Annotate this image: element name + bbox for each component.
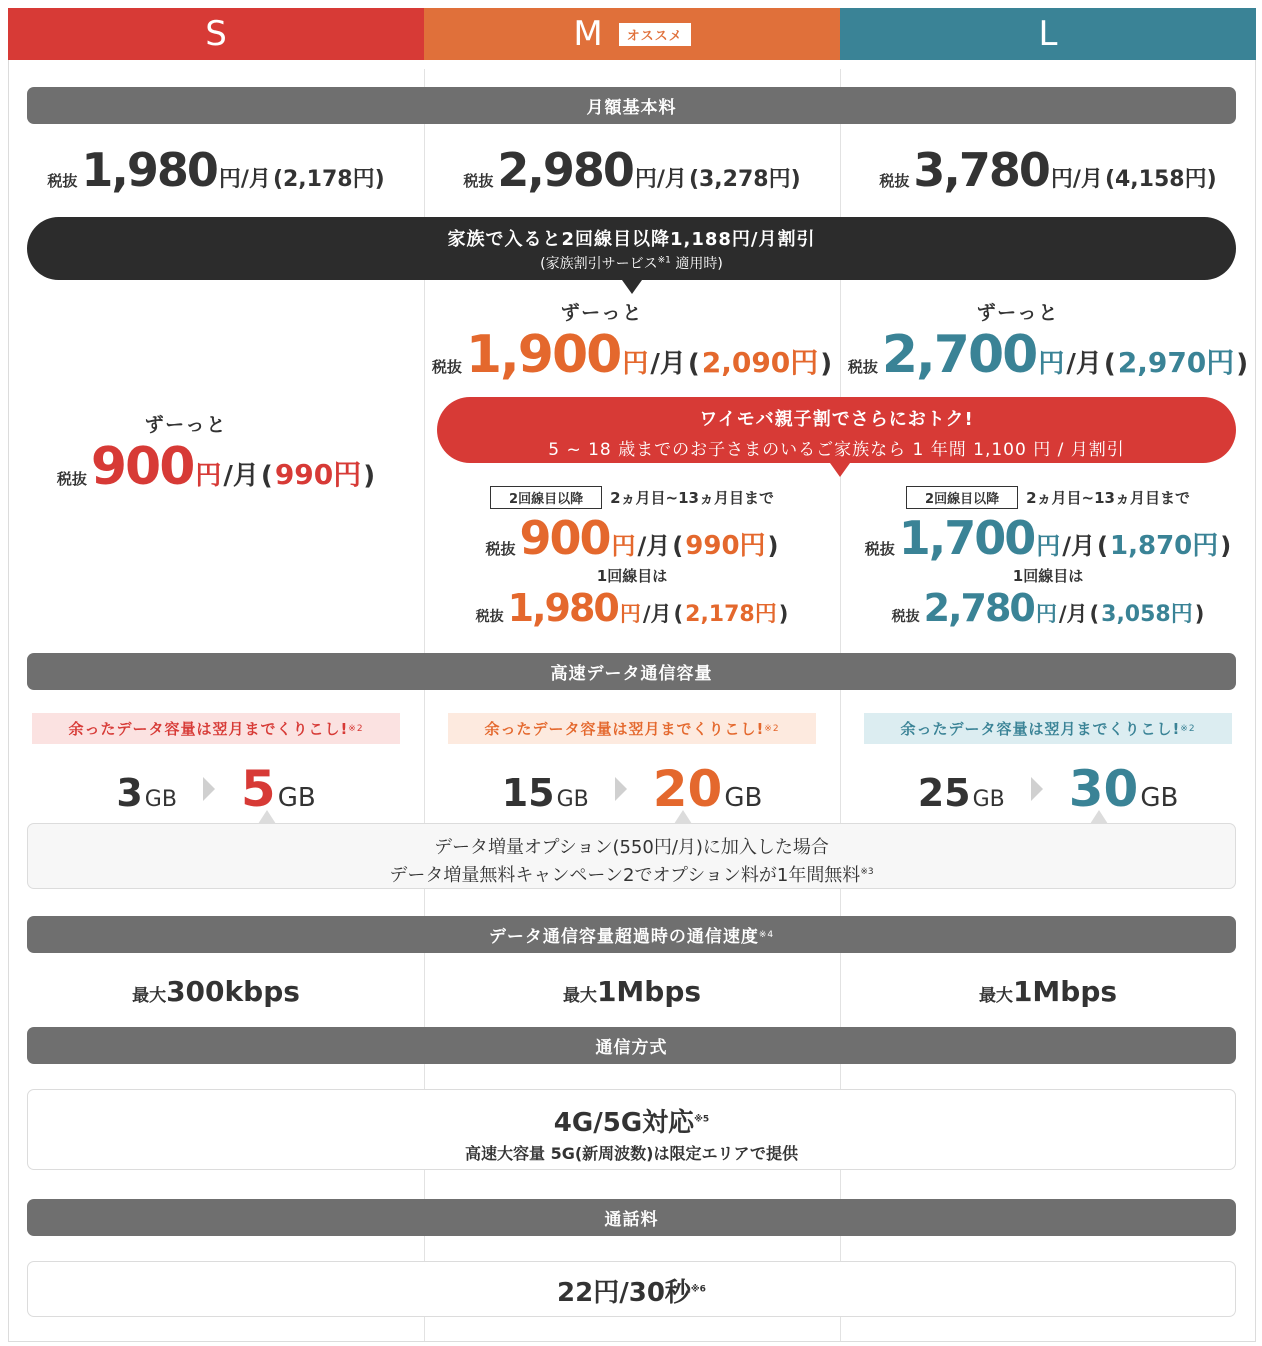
tax-label: 税抜 <box>485 540 516 558</box>
network-box <box>27 1089 1236 1170</box>
price-unit: 円/月 <box>218 167 271 192</box>
rollover-text: 余ったデータ容量は翌月までくりこし! <box>68 720 349 738</box>
price-amount: 1,980 <box>81 143 217 197</box>
speed-s <box>8 975 424 1008</box>
plan-tabs <box>8 8 1256 60</box>
speed-prefix: 最大 <box>132 986 167 1006</box>
speed-prefix: 最大 <box>562 986 597 1006</box>
network-subtext: 高速大容量 5G(新周波数)は限定エリアで提供 <box>465 1144 798 1163</box>
family-discount-text: 家族で入ると2回線目以降1,188円/月割引 <box>447 229 816 250</box>
price-amount: 2,980 <box>497 143 633 197</box>
tax-label: 税抜 <box>47 172 78 190</box>
paren-open: ( <box>673 602 684 626</box>
arrow-right-icon <box>203 777 215 801</box>
footnote-ref[interactable]: ※2 <box>1180 723 1196 734</box>
price-yen: 円 <box>611 532 636 560</box>
arrow-right-icon <box>615 777 627 801</box>
speed-l <box>840 975 1256 1008</box>
section-title: 通信方式 <box>595 1038 668 1058</box>
oyako-discount-banner <box>437 397 1236 463</box>
oyako-period: 2ヵ月目~13ヵ月目まで <box>1026 489 1190 507</box>
speed-value: 1Mbps <box>596 975 702 1008</box>
paren-close: ) <box>767 532 779 560</box>
data-from: 3 <box>116 771 143 815</box>
call-fee-box <box>27 1261 1236 1317</box>
tab-plan-s[interactable] <box>8 8 424 60</box>
data-from: 15 <box>501 771 555 815</box>
section-overage-speed <box>27 916 1236 953</box>
zutto-label: ずーっと <box>976 302 1060 324</box>
tax-label: 税抜 <box>847 358 878 376</box>
footnote-ref[interactable]: ※3 <box>860 867 874 877</box>
section-title: 高速データ通信容量 <box>550 664 713 684</box>
box-pointer <box>258 810 276 824</box>
price-unit: 円/月 <box>1050 167 1103 192</box>
price-amount: 900 <box>90 437 194 497</box>
speed-value: 1Mbps <box>1012 975 1118 1008</box>
price-incl-tax: 990円 <box>685 531 766 561</box>
speed-prefix: 最大 <box>978 986 1013 1006</box>
paren-close: ) <box>1236 349 1249 379</box>
footnote-ref[interactable]: ※1 <box>657 255 671 266</box>
rollover-text: 余ったデータ容量は翌月までくりこし! <box>484 720 765 738</box>
first-line-label: 1回線目は <box>1012 567 1084 585</box>
recommended-badge: オススメ <box>619 23 691 46</box>
paren-open: ( <box>687 349 700 379</box>
discount-price-l <box>840 298 1256 385</box>
family-discount-banner <box>27 217 1236 280</box>
paren-open: ( <box>672 532 684 560</box>
price-amount: 1,900 <box>465 325 621 385</box>
price-incl-tax: 3,058円 <box>1101 602 1193 627</box>
price-incl-tax: 2,178円 <box>685 602 777 627</box>
data-capacity-m <box>424 713 840 818</box>
box-pointer <box>674 810 692 824</box>
plan-m-label: M <box>573 14 603 54</box>
price-incl-tax: 2,970円 <box>1117 346 1235 379</box>
paren-close: ) <box>820 349 833 379</box>
tax-label: 税抜 <box>891 609 920 625</box>
footnote-ref[interactable]: ※4 <box>758 929 775 940</box>
tax-label: 税抜 <box>56 470 87 488</box>
base-price-s <box>8 143 424 197</box>
tax-label: 税抜 <box>431 358 462 376</box>
data-option-box <box>27 823 1236 889</box>
oyako-period: 2ヵ月目~13ヵ月目まで <box>610 489 774 507</box>
data-to: 5 <box>240 760 276 818</box>
oyako-title: ワイモバ親子割でさらにおトク! <box>699 409 974 430</box>
arrow-right-icon <box>1031 777 1043 801</box>
data-option-campaign: データ増量無料キャンペーン2でオプション料が1年間無料 <box>389 865 861 886</box>
section-monthly-fee <box>27 87 1236 124</box>
data-option-text: データ増量オプション(550円/月)に加入した場合 <box>434 837 829 858</box>
family-discount-service: (家族割引サービス <box>540 256 658 272</box>
paren-close: ) <box>1220 532 1232 560</box>
price-unit: 円/月 <box>634 167 687 192</box>
data-unit: GB <box>144 787 177 812</box>
footnote-ref[interactable]: ※2 <box>348 723 364 734</box>
paren-open: ( <box>1097 532 1109 560</box>
oyako-price-l <box>840 486 1256 630</box>
call-fee-value: 22円/30秒 <box>557 1278 691 1308</box>
price-yen: 円 <box>1038 349 1065 379</box>
network-title: 4G/5G対応 <box>553 1108 695 1138</box>
paren-close: ) <box>363 461 376 491</box>
data-unit: GB <box>1140 783 1179 813</box>
tax-label: 税抜 <box>475 609 504 625</box>
price-incl-tax: (2,178円) <box>272 167 385 192</box>
oyako-price-m <box>424 486 840 630</box>
price-per-month: /月 <box>637 532 671 560</box>
oyako-description: 5 ~ 18 歳までのお子さまのいるご家族なら 1 年間 1,100 円 / 月割引 <box>548 440 1125 460</box>
section-call-fee <box>27 1199 1236 1236</box>
footnote-ref[interactable]: ※6 <box>690 1284 706 1295</box>
tax-label: 税抜 <box>879 172 910 190</box>
paren-close: ) <box>778 602 789 626</box>
tab-plan-m[interactable] <box>424 8 840 60</box>
price-per-month: /月 <box>1066 349 1102 379</box>
second-line-badge: 2回線目以降 <box>490 486 602 509</box>
footnote-ref[interactable]: ※5 <box>694 1114 710 1125</box>
data-to: 30 <box>1068 760 1139 818</box>
price-yen: 円 <box>1035 602 1057 626</box>
section-title: 月額基本料 <box>586 98 677 118</box>
data-unit: GB <box>724 783 763 813</box>
family-discount-condition <box>27 253 1236 273</box>
price-amount: 1,700 <box>898 511 1035 565</box>
zutto-label: ずーっと <box>144 414 228 436</box>
speed-m <box>424 975 840 1008</box>
discount-price-m <box>424 298 840 385</box>
data-unit: GB <box>277 783 316 813</box>
section-data-capacity <box>27 653 1236 690</box>
price-yen: 円 <box>1036 532 1061 560</box>
price-yen: 円 <box>622 349 649 379</box>
price-incl-tax: (4,158円) <box>1104 167 1217 192</box>
price-incl-tax: 990円 <box>274 458 362 491</box>
tax-label: 税抜 <box>864 540 895 558</box>
rollover-label <box>864 713 1232 744</box>
price-per-month: /月 <box>223 461 259 491</box>
price-amount: 2,780 <box>923 586 1034 630</box>
zutto-label: ずーっと <box>560 302 644 324</box>
rollover-text: 余ったデータ容量は翌月までくりこし! <box>900 720 1181 738</box>
bubble-pointer <box>622 280 642 294</box>
discount-price-s <box>8 410 424 497</box>
rollover-label <box>448 713 816 744</box>
price-per-month: /月 <box>642 602 672 626</box>
price-yen: 円 <box>619 602 641 626</box>
price-incl-tax: 1,870円 <box>1110 531 1219 561</box>
second-line-badge: 2回線目以降 <box>906 486 1018 509</box>
speed-value: 300kbps <box>166 975 300 1008</box>
tax-label: 税抜 <box>463 172 494 190</box>
data-unit: GB <box>972 787 1005 812</box>
price-per-month: /月 <box>1062 532 1096 560</box>
family-discount-applied: 適用時) <box>675 256 723 272</box>
price-per-month: /月 <box>1058 602 1088 626</box>
tab-plan-l[interactable] <box>840 8 1256 60</box>
section-title: 通話料 <box>604 1210 659 1230</box>
paren-open: ( <box>260 461 273 491</box>
base-price-l <box>840 143 1256 197</box>
box-pointer <box>1090 810 1108 824</box>
price-amount: 3,780 <box>913 143 1049 197</box>
price-amount: 2,700 <box>881 325 1037 385</box>
data-from: 25 <box>917 771 971 815</box>
first-line-label: 1回線目は <box>596 567 668 585</box>
data-capacity-s <box>8 713 424 818</box>
price-amount: 900 <box>519 511 610 565</box>
oyako-pointer <box>830 463 850 477</box>
footnote-ref[interactable]: ※2 <box>764 723 780 734</box>
price-yen: 円 <box>195 461 222 491</box>
base-price-m <box>424 143 840 197</box>
price-incl-tax: 2,090円 <box>701 346 819 379</box>
section-network <box>27 1027 1236 1064</box>
price-amount: 1,980 <box>507 586 618 630</box>
paren-open: ( <box>1089 602 1100 626</box>
plan-s-label: S <box>205 14 227 54</box>
price-per-month: /月 <box>650 349 686 379</box>
section-title: データ通信容量超過時の通信速度 <box>488 927 759 947</box>
data-capacity-l <box>840 713 1256 818</box>
data-unit: GB <box>556 787 589 812</box>
price-incl-tax: (3,278円) <box>688 167 801 192</box>
paren-close: ) <box>1194 602 1205 626</box>
paren-open: ( <box>1103 349 1116 379</box>
data-to: 20 <box>652 760 723 818</box>
rollover-label <box>32 713 400 744</box>
plan-l-label: L <box>1038 14 1058 54</box>
